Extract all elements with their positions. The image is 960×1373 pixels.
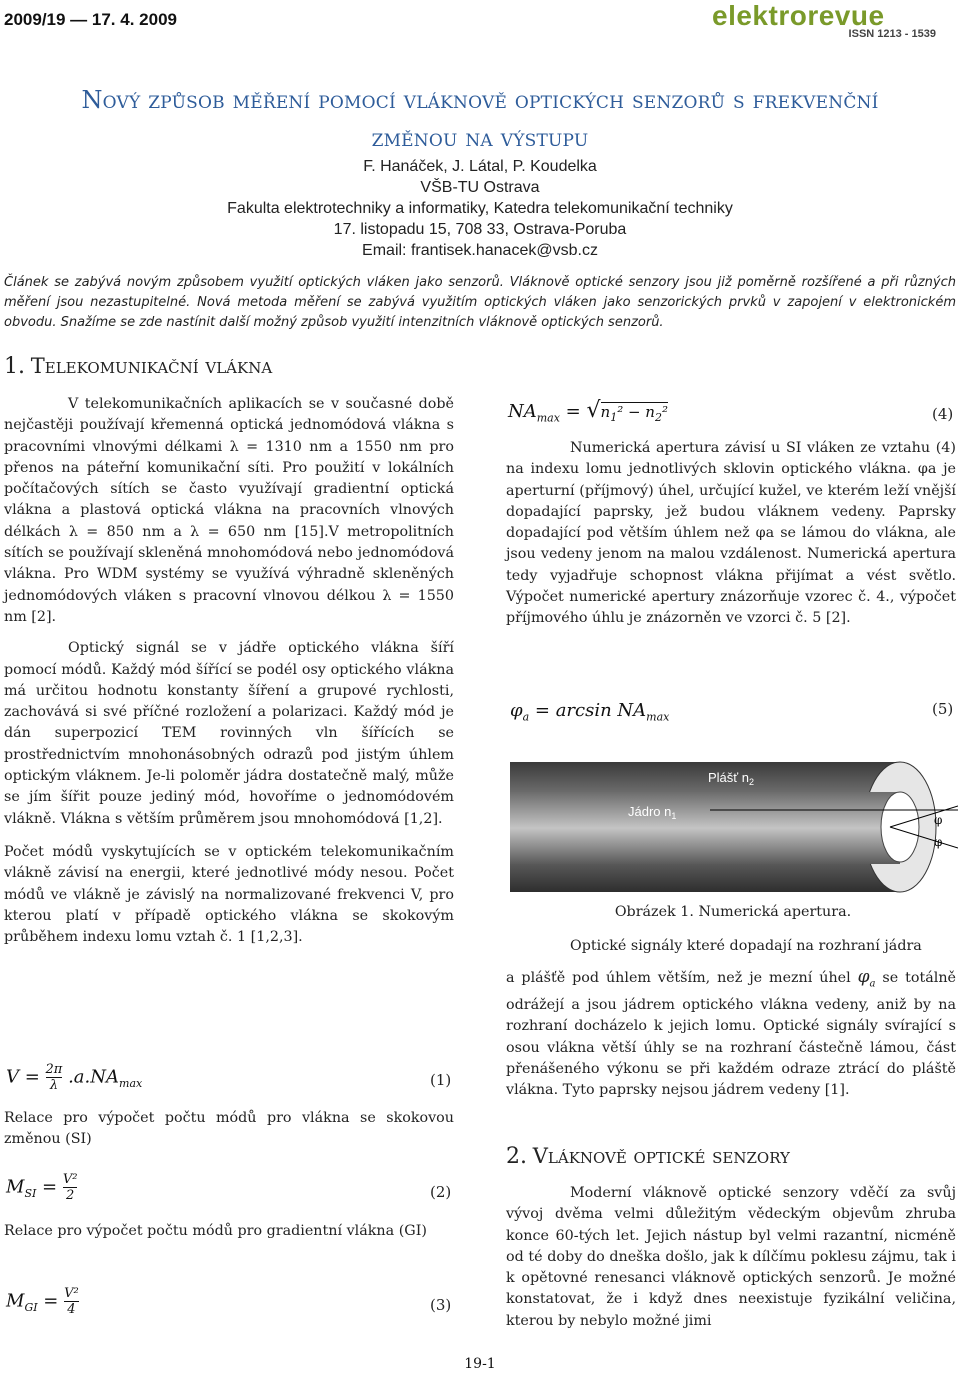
section2-heading: [506, 1144, 790, 1169]
left-column: [4, 394, 454, 948]
label-phi-upper: φ: [934, 813, 943, 827]
logo-text: elektrorevue: [712, 0, 885, 31]
equation-5: $\varphi_a = \arcsin NA_{max}$: [510, 700, 670, 724]
logo-issn: ISSN 1213 - 1539: [848, 28, 936, 40]
equation-4-number: (4): [932, 405, 954, 423]
equation-1-number: (1): [430, 1071, 452, 1089]
figure-caption: Obrázek 1. Numerická apertura.: [614, 904, 852, 920]
label-core-text: Jádro: [628, 804, 661, 819]
r-paragraph-2b: a plášťě pod úhlem větším, než je mezní úhel: [506, 970, 851, 987]
s1-paragraph-5: Relace pro výpočet počtu módů pro gradientní vlákna (GI): [4, 1223, 427, 1239]
author-names: F. Hanáček, J. Látal, P. Koudelka: [363, 158, 597, 175]
author-faculty: Fakulta elektrotechniky a informatiky, Katedra telekomunikační techniky: [227, 200, 733, 217]
paper-title-line2: [0, 124, 960, 152]
label-core: Jádro $n_1$: [628, 804, 677, 821]
label-cladding: Plášť $n_2$: [708, 770, 755, 787]
author-address: 17. listopadu 15, 708 33, Ostrava-Poruba: [333, 221, 627, 238]
numerical-aperture-figure: [510, 760, 958, 894]
title-line1-text: Nový způsob měření pomocí vláknově optických senzorů s frekvenční: [81, 86, 879, 114]
label-cladding-text: Plášť: [708, 770, 739, 785]
page-number: 19-1: [464, 1356, 496, 1372]
equation-5-number: (5): [932, 700, 954, 718]
right-paragraph-2: [506, 936, 956, 1101]
equation-2: $M_{SI}$ = $\frac{\text{V²}}{2}$: [6, 1172, 78, 1203]
r-paragraph-2c: se totálně odrážejí a jsou jádrem optického vlákna vedeny, aniž by na rozhraní docházelo k jejich lomu. Optické signály svírající s osou vlákna větší úhly se na rozhraní částečně lámou, část přenášeného výkonu se při každém odraze ztrácí do pláště vlákna. Tyto paprsky nejsou jádrem vedeny [1].: [506, 970, 956, 1099]
paper-title-line1: [0, 86, 960, 114]
section2-number: 2.: [506, 1144, 527, 1169]
section1-heading: [4, 354, 272, 379]
section1-title: Telekomunikační vlákna: [30, 354, 273, 378]
equation-2-number: (2): [430, 1183, 452, 1201]
section1-number: 1.: [4, 354, 25, 379]
core-body: [510, 792, 900, 864]
core-end: [881, 792, 919, 862]
issue-date: 2009/19 — 17. 4. 2009: [4, 10, 177, 29]
journal-logo: [712, 2, 950, 42]
author-university: VŠB-TU Ostrava: [420, 179, 540, 196]
equation-4: $NA_{max} = √n_1^2 - n_2^2$: [508, 398, 668, 425]
equation-3: $M_{GI}$ = $\frac{\text{V²}}{4}$: [6, 1286, 79, 1317]
section2-title: Vláknově optické senzory: [532, 1144, 790, 1168]
author-email: Email: frantisek.hanacek@vsb.cz: [362, 242, 598, 259]
r-paragraph-1: Numerická apertura závisí u SI vláken ze vztahu (4) na indexu lomu jednotlivých sklovin optického vlákna. φa je aperturní (příjmový) úhel, určující kužel, ve kterém leží vnější dopadající paprsky, jež budou vláknem vedeny. Paprsky dopadající pod větším úhlem než φa se lámou do vlákna, ale jsou vedeny jenom na malou vzdálenost. Numerická apertura tedy vyjadřuje schopnost vlákna přijímat a vést světlo. Výpočet numerické apertury znázorňuje vzorec č. 4., výpočet příjmového úhlu je znázorněn ve vzorci č. 5 [2].: [506, 440, 956, 627]
right-paragraph-3: [506, 1183, 956, 1332]
s1-paragraph-1: V telekomunikačních aplikacích se v současné době nejčastěji používají křemenná optická jednomódová vlákna s pracovními vlnovými délkami λ = 1310 nm a 1550 nm pro přenos na páteřní komunikační síti. Pro použití v lokálních počítačových sítích se často využívají gradientní optická vlákna a plastová optická vlákna na pracovních vlnových délkách λ = 850 nm a λ = 650 nm [15].V metropolitních sítích se používají skleněná mnohomódová nebo jednomódová vlákna. Pro WDM systémy se využívá výhradně skleněných jednomódových vláken s pracovní vlnovou délkou λ = 1550 nm [2].: [4, 396, 454, 625]
label-phi-lower: φ: [934, 835, 943, 849]
abstract: Článek se zabývá novým způsobem využití optických vláken jako senzorů. Vláknově optické senzory jsou již poměrně rozšířené a při různých měření jsou nezastupitelné. Nová metoda měření se zabývá využitím optických vláken jako senzorických prvků v zapojení v elektronickém obvodu. Snažíme se zde nastínit další možný způsob využití intenzitních vláknově optických senzorů.: [4, 275, 956, 330]
equation-3-number: (3): [430, 1296, 452, 1314]
phi-inline-symbol: $\varphi_a$: [857, 967, 876, 990]
s1-paragraph-3: Počet módů vyskytujících se v optickém telekomunikačním vlákně závisí na energii, které jednotlivé módy nesou. Počet módů ve vlákně je závislý na normalizované frekvenci V, pro kterou platí v případě optického vlákna se skokovým průběhem indexu lomu vztah č. 1 [1,2,3].: [4, 843, 454, 946]
authors-block: [0, 156, 960, 261]
title-line2-text: změnou na výstupu: [371, 124, 589, 152]
r-paragraph-2a: Optické signály které dopadají na rozhraní jádra: [570, 938, 922, 954]
s1-paragraph-4: Relace pro výpočet počtu módů pro vlákna se skokovou změnou (SI): [4, 1110, 454, 1148]
s1-paragraph-2: Optický signál se v jádře optického vlákna šíří pomocí módů. Každý mód šířící se podél osy optického vlákna má určitou hodnotu konstanty šíření a grupové rychlosti, zachovává si své příčné rozložení a polarizaci. Každý mód je dán superpozicí TEM rovinných vln šířících se prostřednictvím mnohonásobných odrazů pod jistým úhlem optickým vláknem. Je-li poloměr jádra dostatečně malý, může se jím šířit pouze jediný mód, hovoříme o jednomódovém vlákně. Vlákna s větším průměrem jsou mnohomódová [1,2].: [4, 640, 454, 827]
equation-1: V = $\frac{2\pi}{\lambda}$ $.a.NA_{max}$: [6, 1062, 143, 1093]
right-paragraph-1: [506, 438, 956, 630]
r-paragraph-3: Moderní vláknově optické senzory vděčí za svůj vývoj dvěma velmi důležitým vědeckým objevům zhruba konce 60-tých let. Jejich nástup byl velmi razantní, nicméně od té doby do dneška došlo, jak k dílčímu poklesu zájmu, tak i k opětovné renesanci vláknově optických senzorů. Je možné konstatovat, že i když dnes neexistuje fyzikální veličina, kterou by nebylo možné jimi: [506, 1185, 956, 1329]
